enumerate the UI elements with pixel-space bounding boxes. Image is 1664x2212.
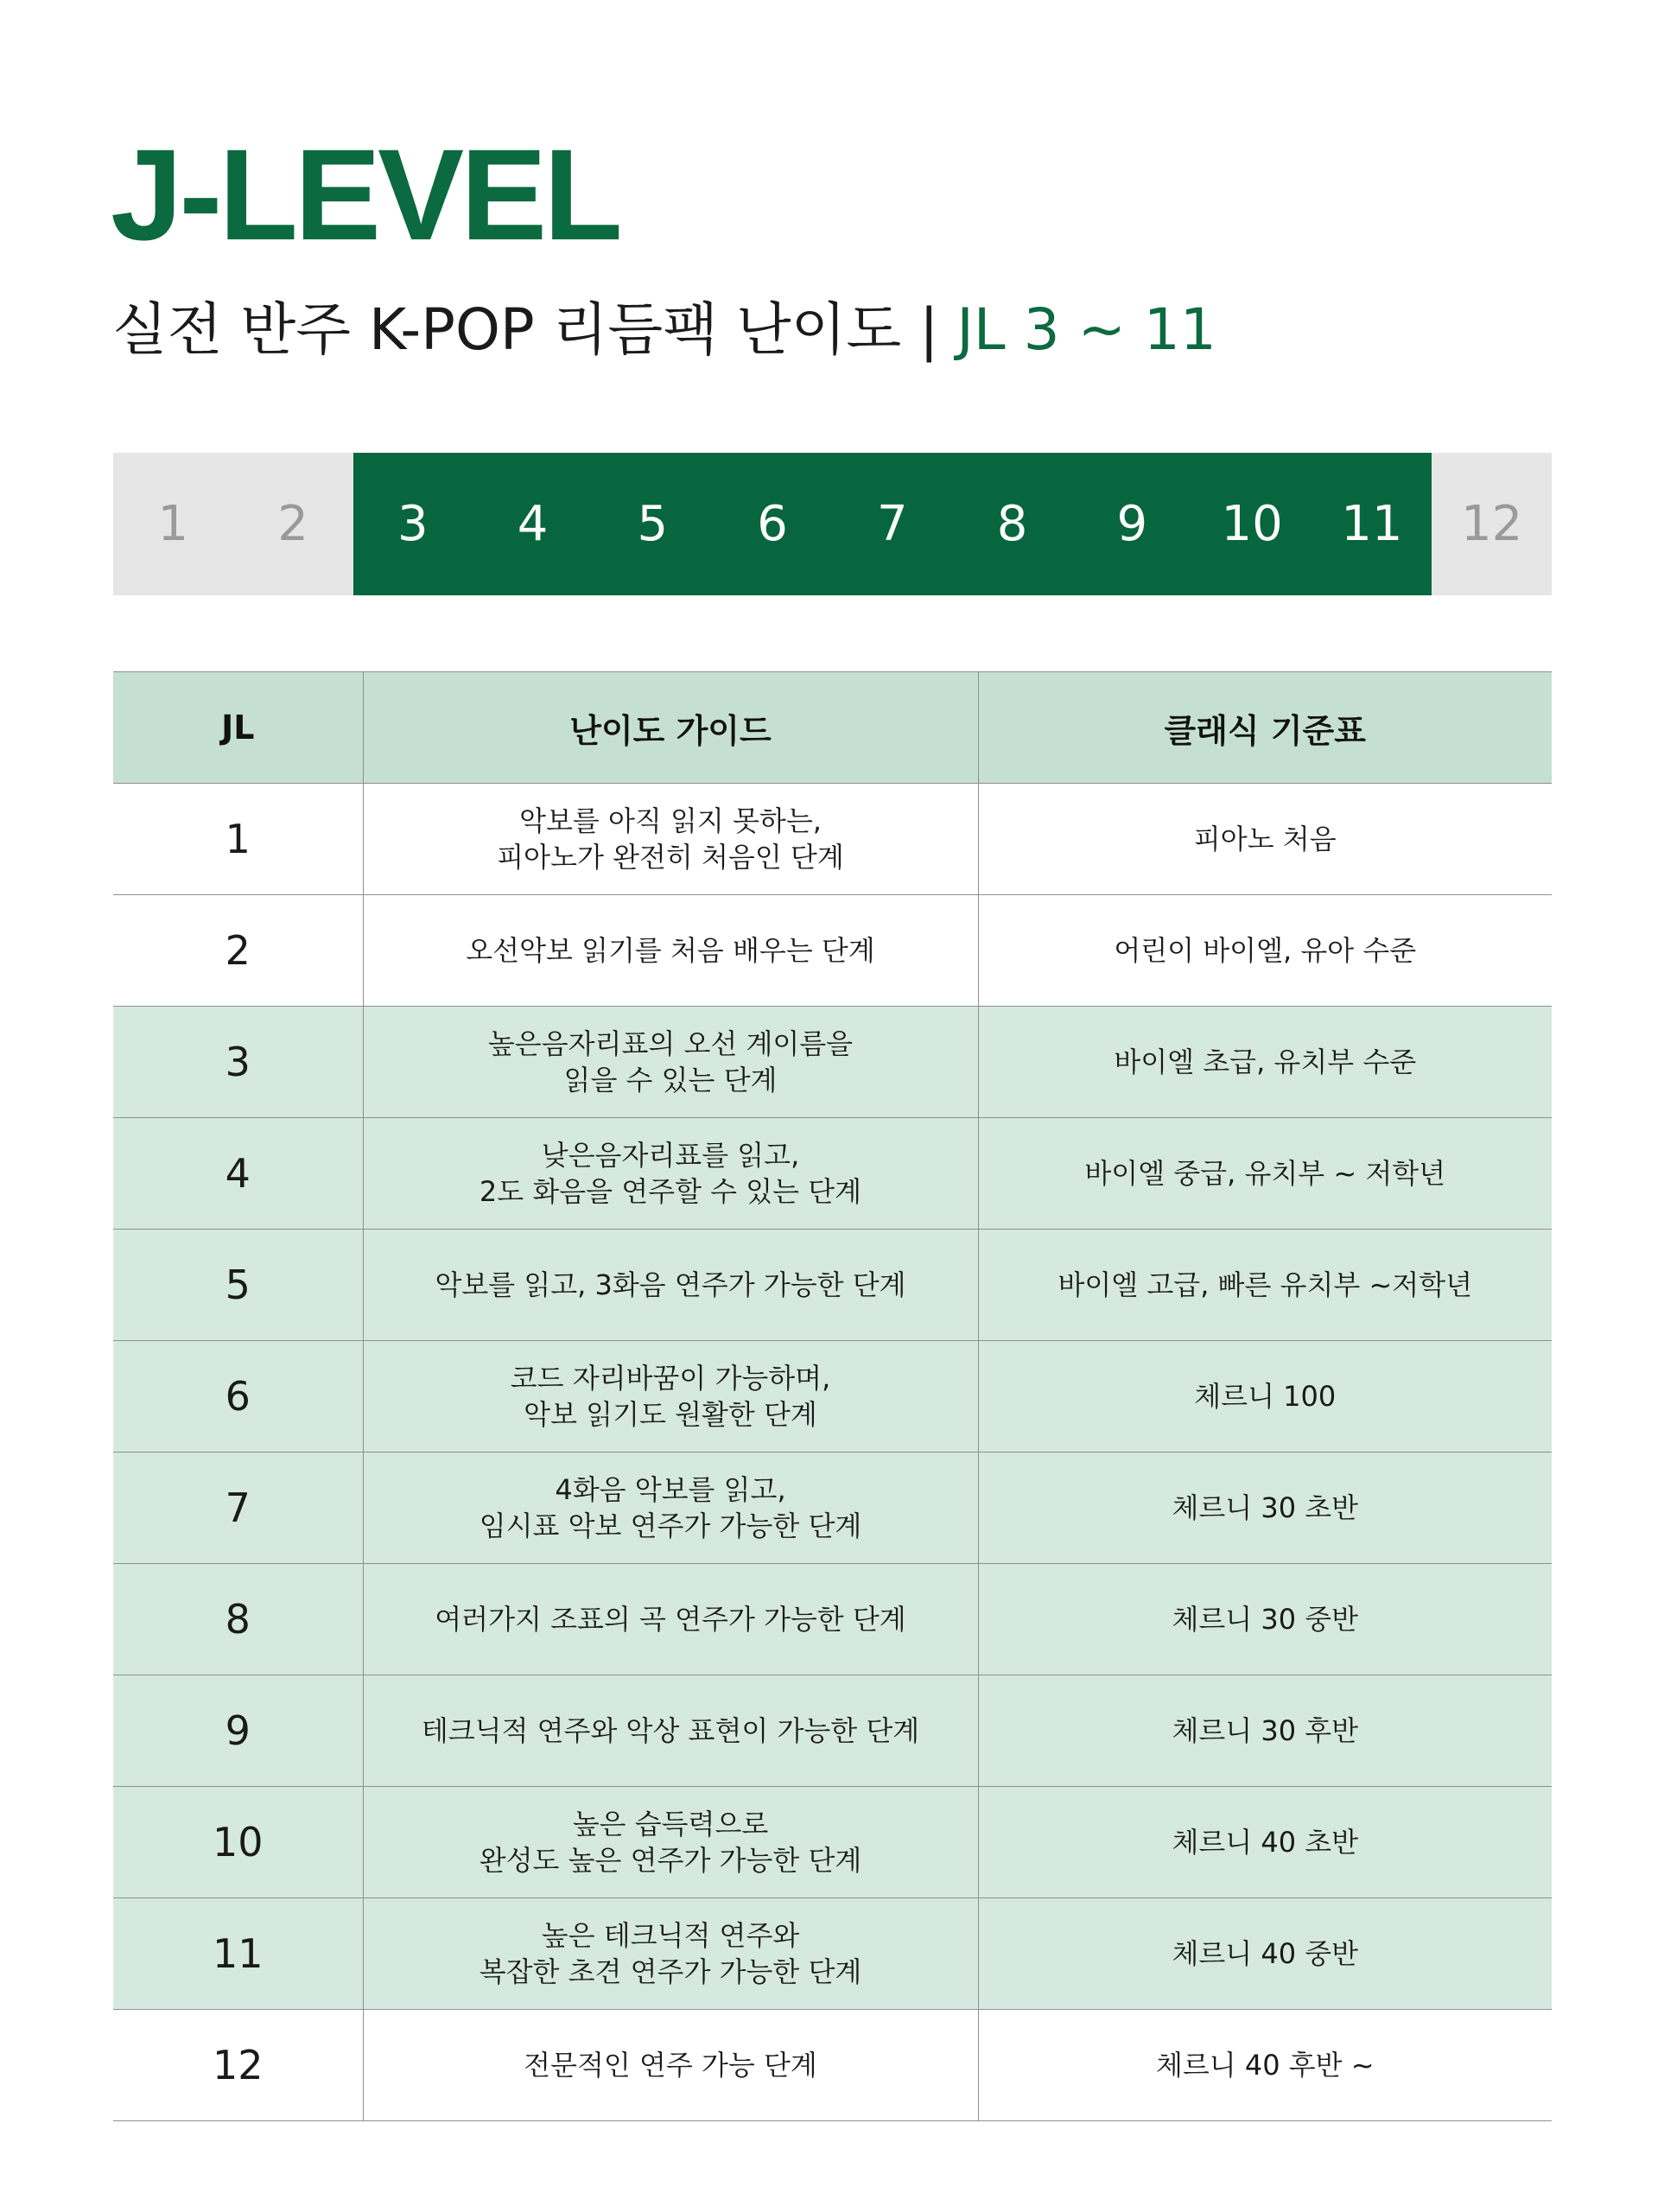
level-range-bar <box>113 453 1552 595</box>
difficulty-guide-cell <box>363 1564 978 1675</box>
classic-reference-cell: 바이엘 고급, 빠른 유치부 ~저학년 <box>978 1230 1552 1341</box>
jl-level-cell: 3 <box>113 1007 363 1118</box>
difficulty-guide-cell <box>363 1452 978 1564</box>
header-classic-reference: 클래식 기준표 <box>978 672 1552 784</box>
level-cell-9: 9 <box>1072 453 1192 595</box>
level-cell-10: 10 <box>1192 453 1312 595</box>
guide-line: 임시표 악보 연주가 가능한 단계 <box>479 1510 862 1542</box>
classic-reference-cell: 바이엘 초급, 유치부 수준 <box>978 1007 1552 1118</box>
classic-reference-cell: 체르니 30 후반 <box>978 1675 1552 1787</box>
guide-line: 높은 습득력으로 <box>572 1808 769 1840</box>
guide-line: 전문적인 연주 가능 단계 <box>524 2049 817 2082</box>
jl-level-cell: 2 <box>113 895 363 1007</box>
difficulty-table <box>113 671 1552 2121</box>
difficulty-guide-cell <box>363 784 978 895</box>
guide-line: 낮은음자리표를 읽고, <box>541 1139 800 1172</box>
jl-level-cell: 11 <box>113 1898 363 2010</box>
difficulty-guide-cell <box>363 2010 978 2121</box>
jl-level-cell: 4 <box>113 1118 363 1230</box>
level-cell-2: 2 <box>277 496 308 552</box>
table-row <box>113 1787 1552 1898</box>
difficulty-guide-cell <box>363 895 978 1007</box>
table-row <box>113 1118 1552 1230</box>
guide-line: 높은 테크닉적 연주와 <box>541 1919 800 1952</box>
difficulty-guide-cell <box>363 1118 978 1230</box>
guide-line: 피아노가 완전히 처음인 단계 <box>497 841 844 874</box>
table-row <box>113 1230 1552 1341</box>
header-difficulty-guide: 난이도 가이드 <box>363 672 978 784</box>
level-cell-8: 8 <box>952 453 1072 595</box>
classic-reference-cell: 체르니 30 초반 <box>978 1452 1552 1564</box>
table-row <box>113 1452 1552 1564</box>
table-row <box>113 1898 1552 2010</box>
difficulty-guide-cell <box>363 1230 978 1341</box>
jl-level-cell: 7 <box>113 1452 363 1564</box>
j-level-logo: J-LEVEL <box>111 122 619 267</box>
guide-line: 코드 자리바꿈이 가능하며, <box>510 1362 831 1395</box>
difficulty-guide-cell <box>363 1675 978 1787</box>
guide-line: 완성도 높은 연주가 가능한 단계 <box>479 1844 862 1877</box>
guide-line: 오선악보 읽기를 처음 배우는 단계 <box>466 934 875 967</box>
page-subtitle <box>112 296 1216 365</box>
classic-reference-cell: 체르니 40 초반 <box>978 1787 1552 1898</box>
subtitle-main: 실전 반주 K-POP 리듬팩 난이도 | <box>112 296 957 363</box>
classic-reference-cell: 바이엘 중급, 유치부 ~ 저학년 <box>978 1118 1552 1230</box>
guide-line: 악보를 아직 읽지 못하는, <box>519 804 822 837</box>
jl-level-cell: 6 <box>113 1341 363 1452</box>
classic-reference-cell: 체르니 40 후반 ~ <box>978 2010 1552 2121</box>
level-cell-12: 12 <box>1460 496 1523 552</box>
level-cell-11: 11 <box>1312 453 1432 595</box>
jl-level-cell: 8 <box>113 1564 363 1675</box>
subtitle-level-range: JL 3 ~ 11 <box>956 296 1216 363</box>
table-row <box>113 1675 1552 1787</box>
jl-level-cell: 5 <box>113 1230 363 1341</box>
table-row <box>113 1007 1552 1118</box>
table-row <box>113 2010 1552 2121</box>
table-row <box>113 895 1552 1007</box>
difficulty-guide-cell <box>363 1898 978 2010</box>
table-row <box>113 784 1552 895</box>
level-cell-3: 3 <box>353 453 473 595</box>
classic-reference-cell: 피아노 처음 <box>978 784 1552 895</box>
difficulty-guide-cell <box>363 1341 978 1452</box>
classic-reference-cell: 어린이 바이엘, 유아 수준 <box>978 895 1552 1007</box>
table-body <box>113 784 1552 2121</box>
table-header-row <box>113 672 1552 784</box>
level-cell-4: 4 <box>473 453 593 595</box>
guide-line: 여러가지 조표의 곡 연주가 가능한 단계 <box>435 1603 906 1636</box>
level-cell-6: 6 <box>713 453 833 595</box>
jl-level-cell: 10 <box>113 1787 363 1898</box>
jl-level-cell: 9 <box>113 1675 363 1787</box>
guide-line: 악보를 읽고, 3화음 연주가 가능한 단계 <box>435 1268 906 1301</box>
guide-line: 읽을 수 있는 단계 <box>563 1064 778 1096</box>
jl-level-cell: 12 <box>113 2010 363 2121</box>
guide-line: 악보 읽기도 원활한 단계 <box>524 1398 817 1431</box>
classic-reference-cell: 체르니 40 중반 <box>978 1898 1552 2010</box>
guide-line: 복잡한 초견 연주가 가능한 단계 <box>479 1955 862 1988</box>
classic-reference-cell: 체르니 100 <box>978 1341 1552 1452</box>
guide-line: 2도 화음을 연주할 수 있는 단계 <box>479 1175 862 1208</box>
level-cell-7: 7 <box>833 453 953 595</box>
guide-line: 테크닉적 연주와 악상 표현이 가능한 단계 <box>421 1714 920 1747</box>
level-cell-5: 5 <box>593 453 713 595</box>
classic-reference-cell: 체르니 30 중반 <box>978 1564 1552 1675</box>
header-jl: JL <box>113 672 363 784</box>
guide-line: 4화음 악보를 읽고, <box>555 1473 786 1506</box>
guide-line: 높은음자리표의 오선 계이름을 <box>487 1027 854 1060</box>
table-row <box>113 1564 1552 1675</box>
jl-level-cell: 1 <box>113 784 363 895</box>
level-cell-1: 1 <box>157 496 189 552</box>
difficulty-guide-cell <box>363 1007 978 1118</box>
difficulty-guide-cell <box>363 1787 978 1898</box>
table-row <box>113 1341 1552 1452</box>
